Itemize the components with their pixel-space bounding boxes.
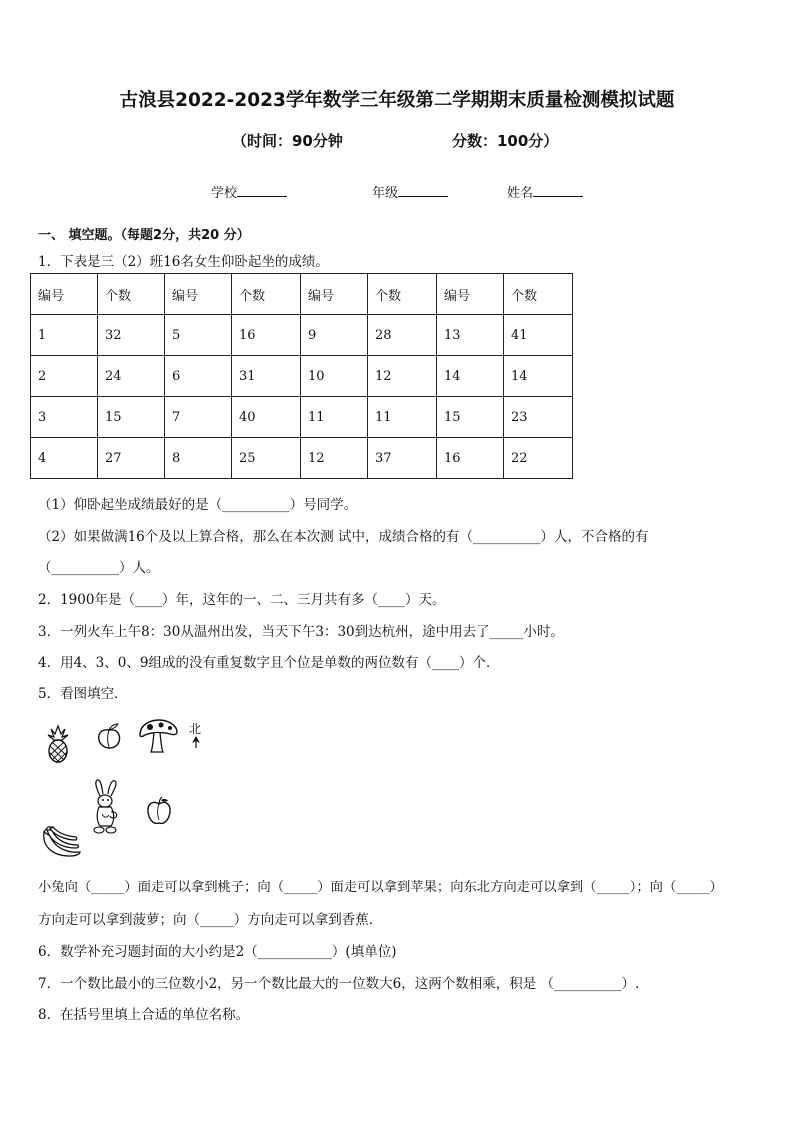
grade-field [372,182,448,201]
scores-table [30,273,573,479]
table-header-cell: 编号 [31,274,98,315]
table-cell: 23 [504,397,573,438]
table-cell: 10 [301,356,368,397]
question-5-line-1: 小兔向（_____）面走可以拿到桃子；向（_____）面走可以拿到苹果；向东北方向走可以拿到（_____）；向（_____） [38,880,723,895]
table-header-cell: 编号 [165,274,232,315]
table-cell: 4 [31,438,98,479]
table-cell: 25 [232,438,301,479]
table-cell: 5 [165,315,232,356]
question-2: 2．1900年是（____）年，这年的一、二、三月共有多（____）天。 [38,592,446,608]
table-cell: 27 [98,438,165,479]
table-header-cell: 编号 [437,274,504,315]
north-label: 北 [189,722,202,736]
table-cell: 11 [301,397,368,438]
question-1-part-1: （1）仰卧起坐成绩最好的是（__________）号同学。 [38,497,358,513]
question-5-intro: 5．看图填空． [38,686,128,702]
section-heading: 一、 填空题。（每题2分，共20 分） [38,228,250,243]
question-8: 8．在括号里填上合适的单位名称。 [38,1007,250,1023]
name-label: 姓名 [507,186,534,201]
table-row [31,397,573,438]
question-1-part-2: （2）如果做满16个及以上算合格，那么在本次测 试中，成绩合格的有（__________）人，不合格的有 [38,529,649,545]
table-cell: 15 [437,397,504,438]
table-cell: 11 [368,397,437,438]
table-header-cell: 个数 [368,274,437,315]
grade-label: 年级 [372,186,399,201]
table-cell: 37 [368,438,437,479]
question-4: 4．用4、3、0、9组成的没有重复数字且个位是单数的两位数有（____）个． [38,655,500,671]
table-cell: 24 [98,356,165,397]
table-cell: 14 [504,356,573,397]
table-cell: 7 [165,397,232,438]
table-cell: 8 [165,438,232,479]
school-field [211,182,287,201]
table-header-row [31,274,573,315]
page-title: 古浪县2022-2023学年数学三年级第二学期期末质量检测模拟试题 [119,90,675,111]
question-1-part-2-continued: （__________）人。 [38,560,160,576]
table-cell: 16 [232,315,301,356]
table-cell: 12 [368,356,437,397]
table-cell: 41 [504,315,573,356]
table-cell: 16 [437,438,504,479]
table-cell: 32 [98,315,165,356]
exam-score: 分数：100分） [452,132,559,150]
rabbit-icon [88,778,124,836]
exam-time: （时间：90分钟 [232,132,343,150]
table-cell: 13 [437,315,504,356]
table-cell: 3 [31,397,98,438]
table-row [31,315,573,356]
table-cell: 22 [504,438,573,479]
banana-icon [40,826,82,860]
question-7: 7．一个数比最小的三位数小2，另一个数比最大的一位数大6，这两个数相乘，积是 （__________）. [38,976,640,992]
table-header-cell: 个数 [232,274,301,315]
table-header-cell: 个数 [98,274,165,315]
north-arrow-icon [191,735,201,749]
table-cell: 40 [232,397,301,438]
question-3: 3．一列火车上午8：30从温州出发，当天下午3：30到达杭州，途中用去了_____小时。 [38,624,564,640]
school-blank[interactable] [237,183,287,197]
table-cell: 9 [301,315,368,356]
name-field [507,182,583,201]
peach-icon [94,722,124,750]
name-blank[interactable] [533,183,583,197]
table-row [31,438,573,479]
school-label: 学校 [211,186,238,201]
apple-icon [145,796,173,826]
question-1-intro: 1．下表是三（2）班16名女生仰卧起坐的成绩。 [38,254,329,270]
table-header-cell: 编号 [301,274,368,315]
question-6: 6．数学补充习题封面的大小约是2（___________）(填单位) [38,944,397,960]
table-cell: 12 [301,438,368,479]
table-header-cell: 个数 [504,274,573,315]
table-cell: 14 [437,356,504,397]
table-cell: 15 [98,397,165,438]
question-5-line-2: 方向走可以拿到菠萝；向（_____）方向走可以拿到香蕉． [38,912,383,928]
mushroom-icon [137,718,179,754]
table-cell: 1 [31,315,98,356]
table-cell: 31 [232,356,301,397]
table-row [31,356,573,397]
table-cell: 28 [368,315,437,356]
grade-blank[interactable] [398,183,448,197]
pineapple-icon [44,724,72,764]
table-cell: 2 [31,356,98,397]
table-cell: 6 [165,356,232,397]
